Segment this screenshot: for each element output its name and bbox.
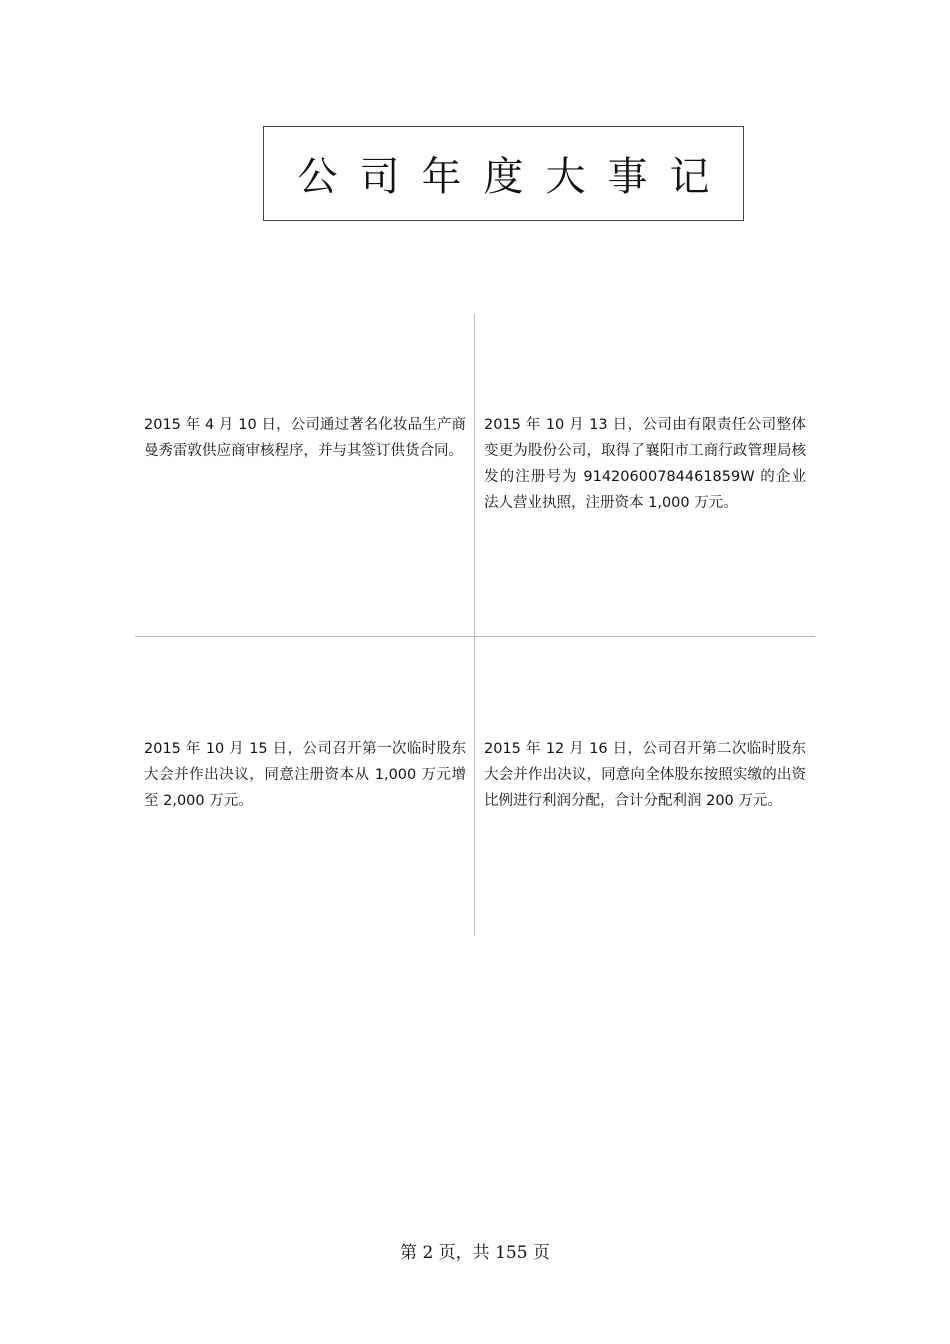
event-text-2015-12-16: 2015 年 12 月 16 日，公司召开第二次临时股东大会并作出决议，同意向全体股东按照实缴的出资比例进行利润分配，合计分配利润 200 万元。 bbox=[484, 741, 806, 809]
grid-vertical-divider bbox=[474, 314, 475, 936]
page-title: 公司年度大事记 bbox=[297, 154, 732, 200]
event-text-2015-10-13: 2015 年 10 月 13 日，公司由有限责任公司整体变更为股份公司，取得了襄阳市工商行政管理局核发的注册号为 91420600784461859W 的企业法人营业执照，注册资本 1,000 万元。 bbox=[484, 417, 806, 511]
title-box bbox=[263, 126, 744, 221]
page-footer: 第 2 页，共 155 页 bbox=[400, 1243, 550, 1263]
grid-horizontal-divider bbox=[135, 636, 815, 637]
event-text-2015-04-10: 2015 年 4 月 10 日，公司通过著名化妆品生产商曼秀雷敦供应商审核程序，并与其签订供货合同。 bbox=[144, 417, 466, 459]
event-text-2015-10-15: 2015 年 10 月 15 日，公司召开第一次临时股东大会并作出决议，同意注册资本从 1,000 万元增至 2,000 万元。 bbox=[144, 741, 466, 809]
